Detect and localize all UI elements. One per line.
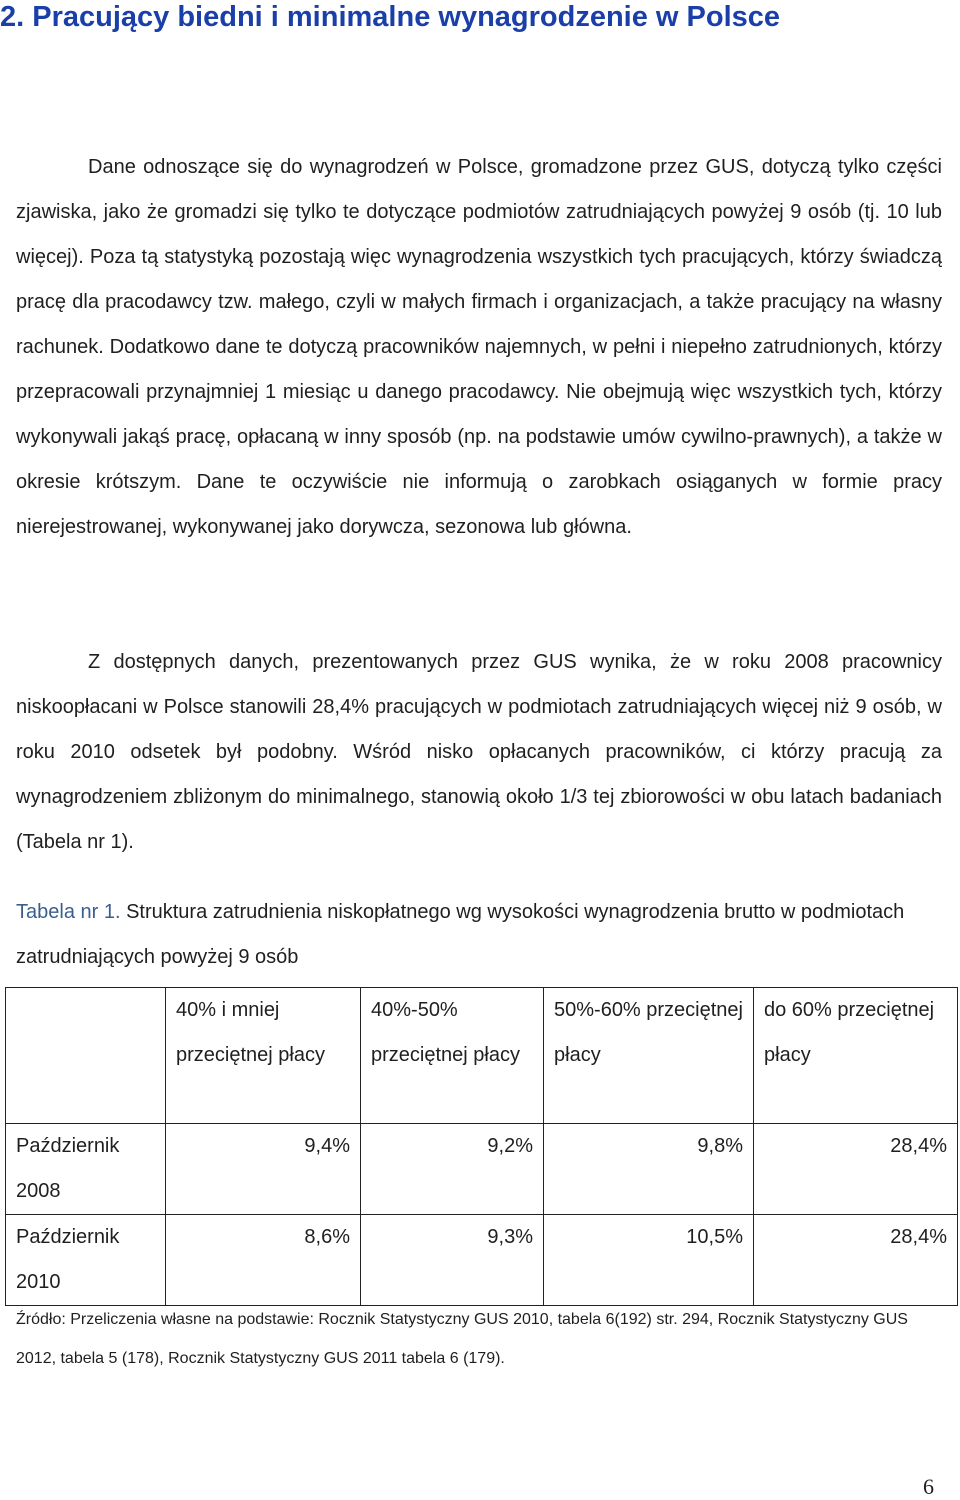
table-cell: 9,3% bbox=[361, 1215, 544, 1306]
table-cell: 28,4% bbox=[754, 1215, 958, 1306]
table-header-cell bbox=[6, 988, 166, 1124]
source-note: Źródło: Przeliczenia własne na podstawie: Rocznik Statystyczny GUS 2010, tabela 6(192) str. 294, Rocznik Statystyczny GUS 2012, tabela 5 (178), Rocznik Statystyczny GUS 2011 tabela 6 (179). bbox=[16, 1311, 908, 1367]
table-cell: 28,4% bbox=[754, 1124, 958, 1215]
table-cell: 8,6% bbox=[166, 1215, 361, 1306]
section-heading: 2. Pracujący biedni i minimalne wynagrodzenie w Polsce bbox=[0, 1, 781, 33]
wage-structure-table bbox=[5, 987, 958, 1306]
page-number: 6 bbox=[923, 1474, 934, 1499]
table-header-cell: 40%-50% przeciętnej płacy bbox=[361, 988, 544, 1124]
table-row bbox=[6, 1215, 958, 1306]
table-header-cell: 40% i mniej przeciętnej płacy bbox=[166, 988, 361, 1124]
table-caption-text: Struktura zatrudnienia niskopłatnego wg wysokości wynagrodzenia brutto w podmiotach zatrudniających powyżej 9 osób bbox=[16, 901, 905, 968]
table-header-cell: 50%-60% przeciętnej płacy bbox=[544, 988, 754, 1124]
table-cell: 9,4% bbox=[166, 1124, 361, 1215]
table-caption bbox=[16, 890, 942, 980]
row-label: Październik 2010 bbox=[6, 1215, 166, 1306]
table-header-row bbox=[6, 988, 958, 1124]
table-cell: 9,2% bbox=[361, 1124, 544, 1215]
paragraph-findings: Z dostępnych danych, prezentowanych przez GUS wynika, że w roku 2008 pracownicy niskoopłacani w Polsce stanowili 28,4% pracujących w podmiotach zatrudniających więcej niż 9 osób, w roku 2010 odsetek był podobny. Wśród nisko opłacanych pracowników, ci którzy pracują za wynagrodzeniem zbliżonym do minimalnego, stanowią około 1/3 tej zbiorowości w obu latach badaniach (Tabela nr 1). bbox=[16, 651, 942, 853]
table-caption-label: Tabela nr 1. bbox=[16, 901, 121, 923]
paragraph-intro: Dane odnoszące się do wynagrodzeń w Polsce, gromadzone przez GUS, dotyczą tylko części zjawiska, jako że gromadzi się tylko te dotyczące podmiotów zatrudniających powyżej 9 osób (tj. 10 lub więcej). Poza tą statystyką pozostają więc wynagrodzenia wszystkich tych pracujących, którzy świadczą pracę dla pracodawcy tzw. małego, czyli w małych firmach i organizacjach, a także pracujący na własny rachunek. Dodatkowo dane te dotyczą pracowników najemnych, w pełni i niepełno zatrudnionych, którzy przepracowali przynajmniej 1 miesiąc u danego pracodawcy. Nie obejmują więc wszystkich tych, którzy wykonywali jakąś pracę, opłacaną w inny sposób (np. na podstawie umów cywilno-prawnych), a także w okresie krótszym. Dane te oczywiście nie informują o zarobkach osiąganych w formie pracy nierejestrowanej, wykonywanej jako dorywcza, sezonowa lub główna. bbox=[16, 156, 942, 538]
table-cell: 9,8% bbox=[544, 1124, 754, 1215]
table-cell: 10,5% bbox=[544, 1215, 754, 1306]
table-header-cell: do 60% przeciętnej płacy bbox=[754, 988, 958, 1124]
row-label: Październik 2008 bbox=[6, 1124, 166, 1215]
table-row bbox=[6, 1124, 958, 1215]
